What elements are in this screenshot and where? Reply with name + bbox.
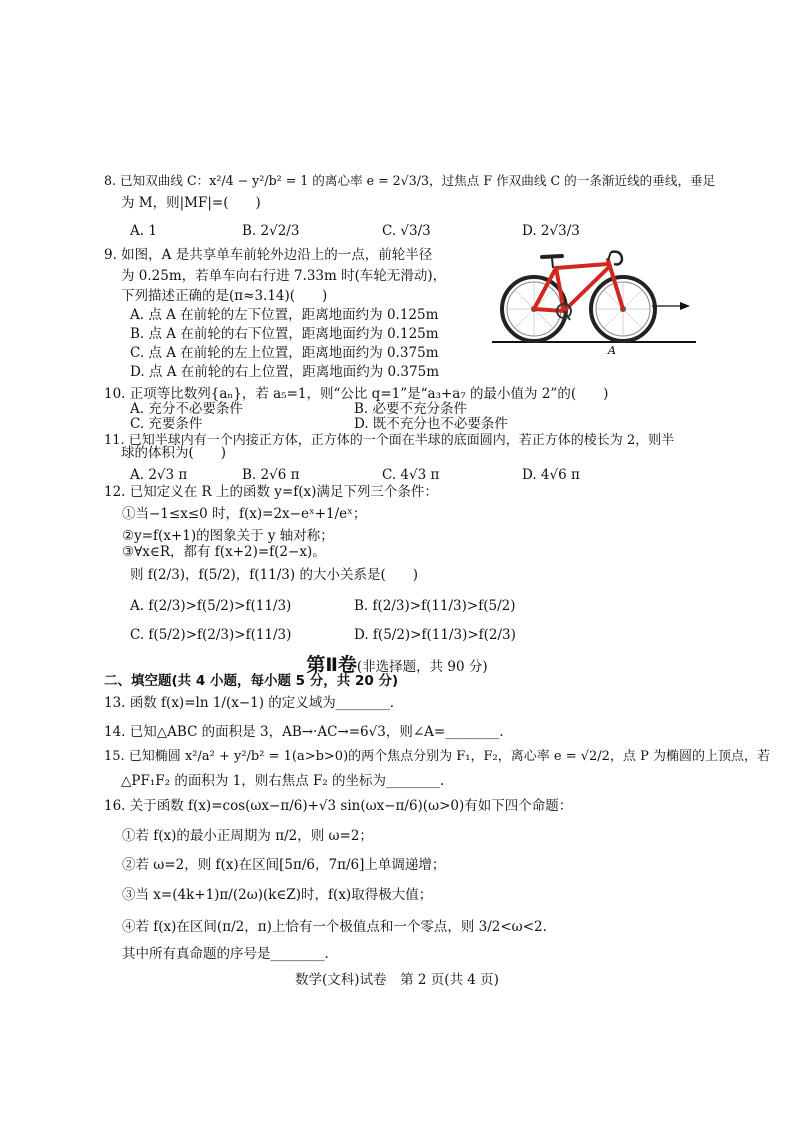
q11-option-c: C. 4√3 π [382, 467, 440, 483]
q16-proposition-2: ②若 ω=2，则 f(x)在区间[5π/6，7π/6]上单调递增； [122, 857, 446, 873]
q10-option-c: C. 充要条件 [130, 416, 203, 432]
point-a-label: A [608, 344, 616, 356]
q12-option-d: D. f(5/2)>f(11/3)>f(2/3) [354, 627, 516, 643]
q12-condition-1: ①当−1≤x≤0 时，f(x)=2x−eˣ+1/eˣ； [122, 506, 367, 522]
q9-stem-line1: 9. 如图，A 是共享单车前轮外边沿上的一点，前轮半径 [104, 247, 433, 263]
q12-option-a: A. f(2/3)>f(5/2)>f(11/3) [130, 598, 292, 614]
arrow-head-icon [680, 302, 690, 310]
q16-proposition-4: ④若 f(x)在区间(π/2，π)上恰有一个极值点和一个零点，则 3/2<ω<2. [122, 919, 547, 935]
q9-option-b: B. 点 A 在前轮的右下位置，距离地面约为 0.125m [130, 326, 439, 342]
q10-option-b: B. 必要不充分条件 [354, 401, 468, 417]
q11-option-b: B. 2√6 π [242, 467, 300, 483]
q9-stem-line2: 为 0.25m，若单车向右行进 7.33m 时(车轮无滑动)， [121, 268, 447, 284]
q15-line1: 15. 已知椭圆 x²/a² + y²/b² = 1(a>b>0)的两个焦点分别为 F₁，F₂，离心率 e = √2/2，点 P 为椭圆的上顶点，若 [104, 749, 770, 764]
q12-stem: 12. 已知定义在 R 上的函数 y=f(x)满足下列三个条件： [104, 484, 438, 500]
q11-stem-line2: 球的体积为( ) [121, 445, 227, 461]
q16-proposition-1: ①若 f(x)的最小正周期为 π/2，则 ω=2； [122, 828, 373, 844]
q11-stem-line1: 11. 已知半球内有一个内接正方体，正方体的一个面在半球的底面圆内，若正方体的棱长为 2，则半 [104, 433, 675, 448]
q11-option-d: D. 4√6 π [522, 467, 580, 483]
q16-proposition-3: ③当 x=(4k+1)π/(2ω)(k∈Z)时，f(x)取得极大值； [122, 887, 433, 903]
q10-stem: 10. 正项等比数列{aₙ}，若 a₅=1，则“公比 q=1”是“a₃+a₇ 的最小值为 2”的( ) [104, 386, 609, 402]
section2-heading: 二、填空题(共 4 小题，每小题 5 分，共 20 分) [104, 673, 399, 689]
q10-option-a: A. 充分不必要条件 [130, 401, 243, 417]
q16-question: 其中所有真命题的序号是________. [122, 946, 329, 962]
q9-option-d: D. 点 A 在前轮的右上位置，距离地面约为 0.375m [130, 364, 439, 380]
q8-option-b: B. 2√2/3 [242, 223, 300, 239]
q13: 13. 函数 f(x)=ln 1/(x−1) 的定义域为________. [104, 695, 395, 711]
part2-subtitle: (非选择题，共 90 分) [356, 659, 488, 675]
q12-condition-3: ③∀x∈R，都有 f(x+2)=f(2−x)。 [122, 544, 326, 560]
q8-stem-line1: 8. 已知双曲线 C：x²/4 − y²/b² = 1 的离心率 e = 2√3/3，过焦点 F 作双曲线 C 的一条渐近线的垂线，垂足 [104, 173, 716, 188]
q12-question: 则 f(2/3)，f(5/2)，f(11/3) 的大小关系是( ) [130, 567, 418, 583]
page-footer: 数学(文科)试卷 第 2 页(共 4 页) [295, 972, 499, 988]
q12-condition-2: ②y=f(x+1)的图象关于 y 轴对称； [122, 528, 334, 544]
q9-stem-line3: 下列描述正确的是(π≈3.14)( ) [121, 288, 328, 304]
bicycle-figure [490, 246, 700, 356]
q11-option-a: A. 2√3 π [130, 467, 188, 483]
q15-line2: △PF₁F₂ 的面积为 1，则右焦点 F₂ 的坐标为________. [121, 773, 445, 789]
q8-stem-line2: 为 M，则|MF|=( ) [121, 195, 261, 211]
q8-option-c: C. √3/3 [382, 223, 431, 239]
q8-option-a: A. 1 [130, 223, 157, 239]
q12-option-b: B. f(2/3)>f(11/3)>f(5/2) [354, 598, 516, 614]
q8-option-d: D. 2√3/3 [522, 223, 580, 239]
q10-option-d: D. 既不充分也不必要条件 [354, 416, 508, 432]
part2-title: 第Ⅱ卷 [306, 654, 357, 676]
q12-option-c: C. f(5/2)>f(2/3)>f(11/3) [130, 627, 292, 643]
q9-option-a: A. 点 A 在前轮的左下位置，距离地面约为 0.125m [130, 307, 439, 323]
q9-option-c: C. 点 A 在前轮的左上位置，距离地面约为 0.375m [130, 345, 439, 361]
q14: 14. 已知△ABC 的面积是 3，AB→·AC→=6√3，则∠A=________. [104, 724, 504, 740]
q16-stem: 16. 关于函数 f(x)=cos(ωx−π/6)+√3 sin(ωx−π/6)(ω>0)有如下四个命题： [104, 798, 573, 814]
